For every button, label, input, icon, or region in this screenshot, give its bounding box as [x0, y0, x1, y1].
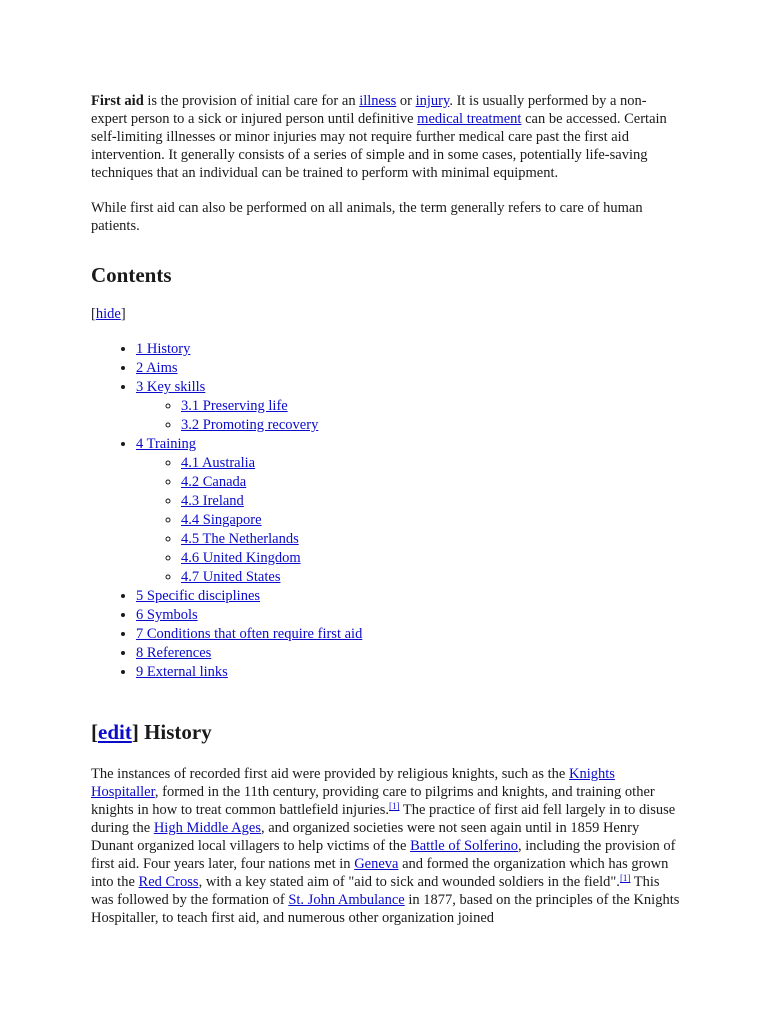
link-knights-hospitaller[interactable]: Knights Hospitaller: [91, 766, 615, 800]
toc-subitem: [181, 492, 681, 511]
history-text: , including the provision of first aid. Four years later, four nations met in: [91, 838, 676, 872]
history-heading: [91, 719, 681, 745]
intro-text: or: [396, 93, 416, 109]
intro-text: is the provision of initial care for an: [143, 93, 360, 109]
toc-sublink[interactable]: 4.7 United States: [181, 569, 281, 585]
edit-link[interactable]: edit: [98, 720, 132, 744]
toc-sublink[interactable]: 3.2 Promoting recovery: [181, 417, 319, 433]
reference-link[interactable]: [1]: [389, 801, 400, 811]
toc-item: [136, 625, 681, 644]
toc-link[interactable]: 6 Symbols: [136, 607, 198, 623]
toc-link[interactable]: 2 Aims: [136, 360, 178, 376]
toc-sublink[interactable]: 4.6 United Kingdom: [181, 550, 301, 566]
toc-sublink[interactable]: 4.1 Australia: [181, 455, 256, 471]
toc-item: [136, 606, 681, 625]
toc-item: [136, 644, 681, 663]
toc-item: [136, 435, 681, 587]
toc-sublink[interactable]: 4.3 Ireland: [181, 493, 244, 509]
bracket: ]: [131, 720, 139, 744]
contents-heading: Contents: [91, 263, 172, 287]
reference-link[interactable]: [1]: [619, 873, 631, 883]
intro-paragraph: [91, 92, 681, 182]
toc-link[interactable]: 7 Conditions that often require first aid: [136, 626, 363, 642]
history-text: , with a key stated aim of "aid to sick and wounded soldiers in the field".: [198, 874, 620, 890]
link-injury[interactable]: injury: [415, 93, 450, 109]
history-paragraph: [91, 765, 681, 927]
toc-item: [136, 359, 681, 378]
link-high-middle-ages[interactable]: High Middle Ages: [153, 820, 261, 836]
toc-link[interactable]: 8 References: [136, 645, 212, 661]
toc-subitem: [181, 397, 681, 416]
toc-link[interactable]: 9 External links: [136, 664, 228, 680]
history-text: in 1877, based on the principles of the Knights Hospitaller, to teach first aid, and numerous other organization joined: [91, 892, 680, 926]
link-geneva[interactable]: Geneva: [354, 856, 399, 872]
intro-bold-term: First aid: [91, 93, 144, 109]
link-st-john-ambulance[interactable]: St. John Ambulance: [288, 892, 405, 908]
toc-subitem: [181, 511, 681, 530]
toc-sublist: [136, 454, 681, 587]
toc-link[interactable]: 1 History: [136, 341, 191, 357]
history-text: , and organized societies were not seen again until in 1859 Henry Dunant organized local villagers to help victims of the: [91, 820, 640, 854]
toc-sublink[interactable]: 4.5 The Netherlands: [181, 531, 299, 547]
history-text: The practice of first aid fell largely in to disuse during the: [91, 802, 676, 836]
contents-hide-toggle: [91, 305, 681, 323]
toc-sublink[interactable]: 4.4 Singapore: [181, 512, 262, 528]
contents-list: [91, 340, 681, 682]
history-text: The instances of recorded first aid were provided by religious knights, such as the: [91, 766, 569, 782]
toc-subitem: [181, 473, 681, 492]
toc-subitem: [181, 530, 681, 549]
history-heading-text: History: [138, 720, 212, 744]
bracket: ]: [120, 306, 126, 322]
toc-link[interactable]: 4 Training: [136, 436, 197, 452]
intro-text: . It is usually performed by a non-expert person to a sick or injured person until definitive: [91, 93, 647, 127]
toc-subitem: [181, 549, 681, 568]
history-text: , formed in the 11th century, providing care to pilgrims and knights, and training other knights in how to treat common battlefield injuries.: [91, 784, 655, 818]
hide-link[interactable]: hide: [95, 306, 121, 322]
toc-link[interactable]: 5 Specific disciplines: [136, 588, 261, 604]
toc-item: [136, 663, 681, 682]
bracket: [: [91, 720, 98, 744]
toc-subitem: [181, 568, 681, 587]
toc-sublink[interactable]: 4.2 Canada: [181, 474, 247, 490]
toc-item: [136, 587, 681, 606]
toc-sublist: [136, 397, 681, 435]
article-content: [91, 92, 681, 927]
toc-link[interactable]: 3 Key skills: [136, 379, 206, 395]
toc-sublink[interactable]: 3.1 Preserving life: [181, 398, 288, 414]
link-medical-treatment[interactable]: medical treatment: [417, 111, 522, 127]
history-text: and formed the organization which has grown into the: [91, 856, 669, 890]
link-red-cross[interactable]: Red Cross: [138, 874, 199, 890]
link-illness[interactable]: illness: [359, 93, 397, 109]
intro-paragraph-2: While first aid can also be performed on all animals, the term generally refers to care of human patients.: [91, 200, 643, 234]
toc-subitem: [181, 416, 681, 435]
toc-item: [136, 340, 681, 359]
history-text: This was followed by the formation of: [91, 874, 660, 908]
bracket: [: [91, 306, 96, 322]
link-battle-of-solferino[interactable]: Battle of Solferino: [410, 838, 518, 854]
toc-subitem: [181, 454, 681, 473]
intro-text: can be accessed. Certain self-limiting illnesses or minor injuries may not require further medical care past the first aid intervention. It generally consists of a series of simple and in some cases, potentially life-saving techniques that an individual can be trained to perform with minimal equipment.: [91, 111, 667, 181]
toc-item: [136, 378, 681, 435]
